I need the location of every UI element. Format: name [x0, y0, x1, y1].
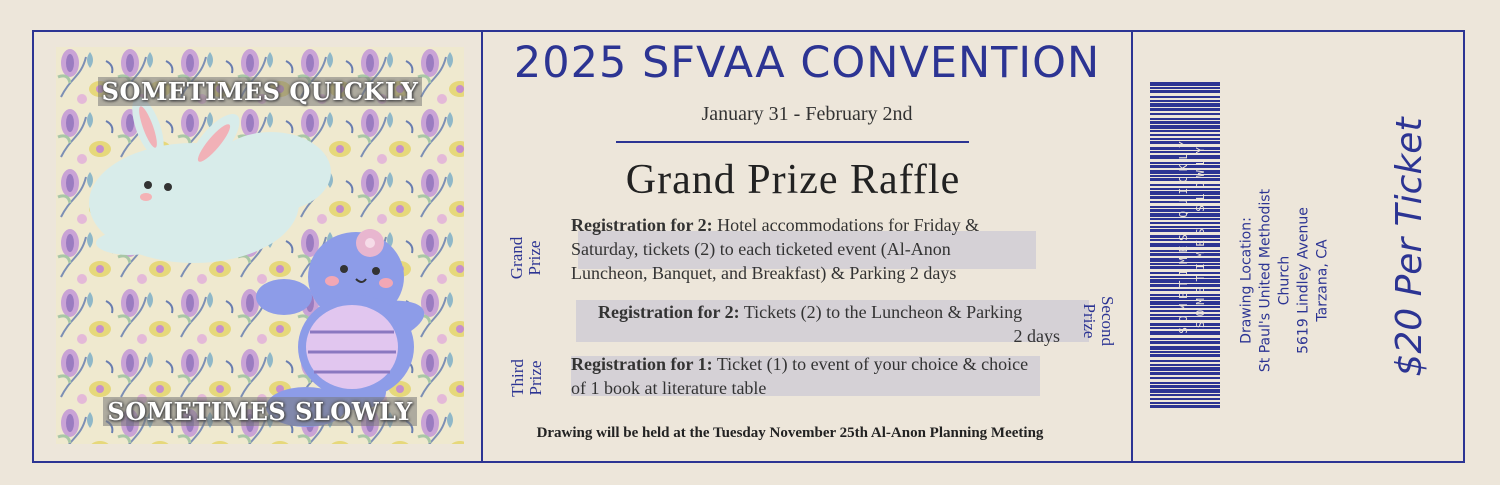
- event-title: 2025 SFVAA CONVENTION: [513, 38, 1101, 88]
- barcode-caption-1: SOMETIMES QUICKLY: [1177, 136, 1190, 334]
- floral-illustration: [56, 47, 464, 444]
- third-prize-description: Registration for 1: Ticket (1) to event of your choice & choice of 1 book at literature table: [571, 354, 1029, 398]
- event-dates: January 31 - February 2nd: [701, 103, 913, 125]
- title-divider: [616, 141, 969, 143]
- second-prize-label: Second Prize: [1080, 295, 1117, 347]
- raffle-title: Grand Prize Raffle: [625, 157, 961, 203]
- divider-right: [1131, 30, 1133, 463]
- illustration-caption-top: SOMETIMES QUICKLY: [56, 77, 464, 106]
- ticket-price: $20 Per Ticket: [1389, 117, 1430, 377]
- third-prize-label: Third Prize: [508, 359, 545, 397]
- barcode-caption-2: SOMETIMES SLOWLY: [1194, 142, 1207, 328]
- illustration-caption-bottom: SOMETIMES SLOWLY: [56, 397, 464, 426]
- grand-prize-label: Grand Prize: [507, 236, 544, 280]
- drawing-note: Drawing will be held at the Tuesday November 25th Al-Anon Planning Meeting: [536, 425, 1044, 441]
- second-prize-description: Registration for 2: Tickets (2) to the Luncheon & Parking 2 days: [598, 302, 1060, 346]
- drawing-location: Drawing Location: St Paul's United Methodist Church 5619 Lindley Avenue Tarzana, CA: [1238, 188, 1331, 373]
- illustration-panel: [56, 47, 464, 444]
- divider-left: [481, 30, 483, 463]
- grand-prize-description: Registration for 2: Hotel accommodations for Friday & Saturday, tickets (2) to each ticketed event (Al-Anon Luncheon, Banquet, and Breakfast) & Parking 2 days: [571, 215, 980, 283]
